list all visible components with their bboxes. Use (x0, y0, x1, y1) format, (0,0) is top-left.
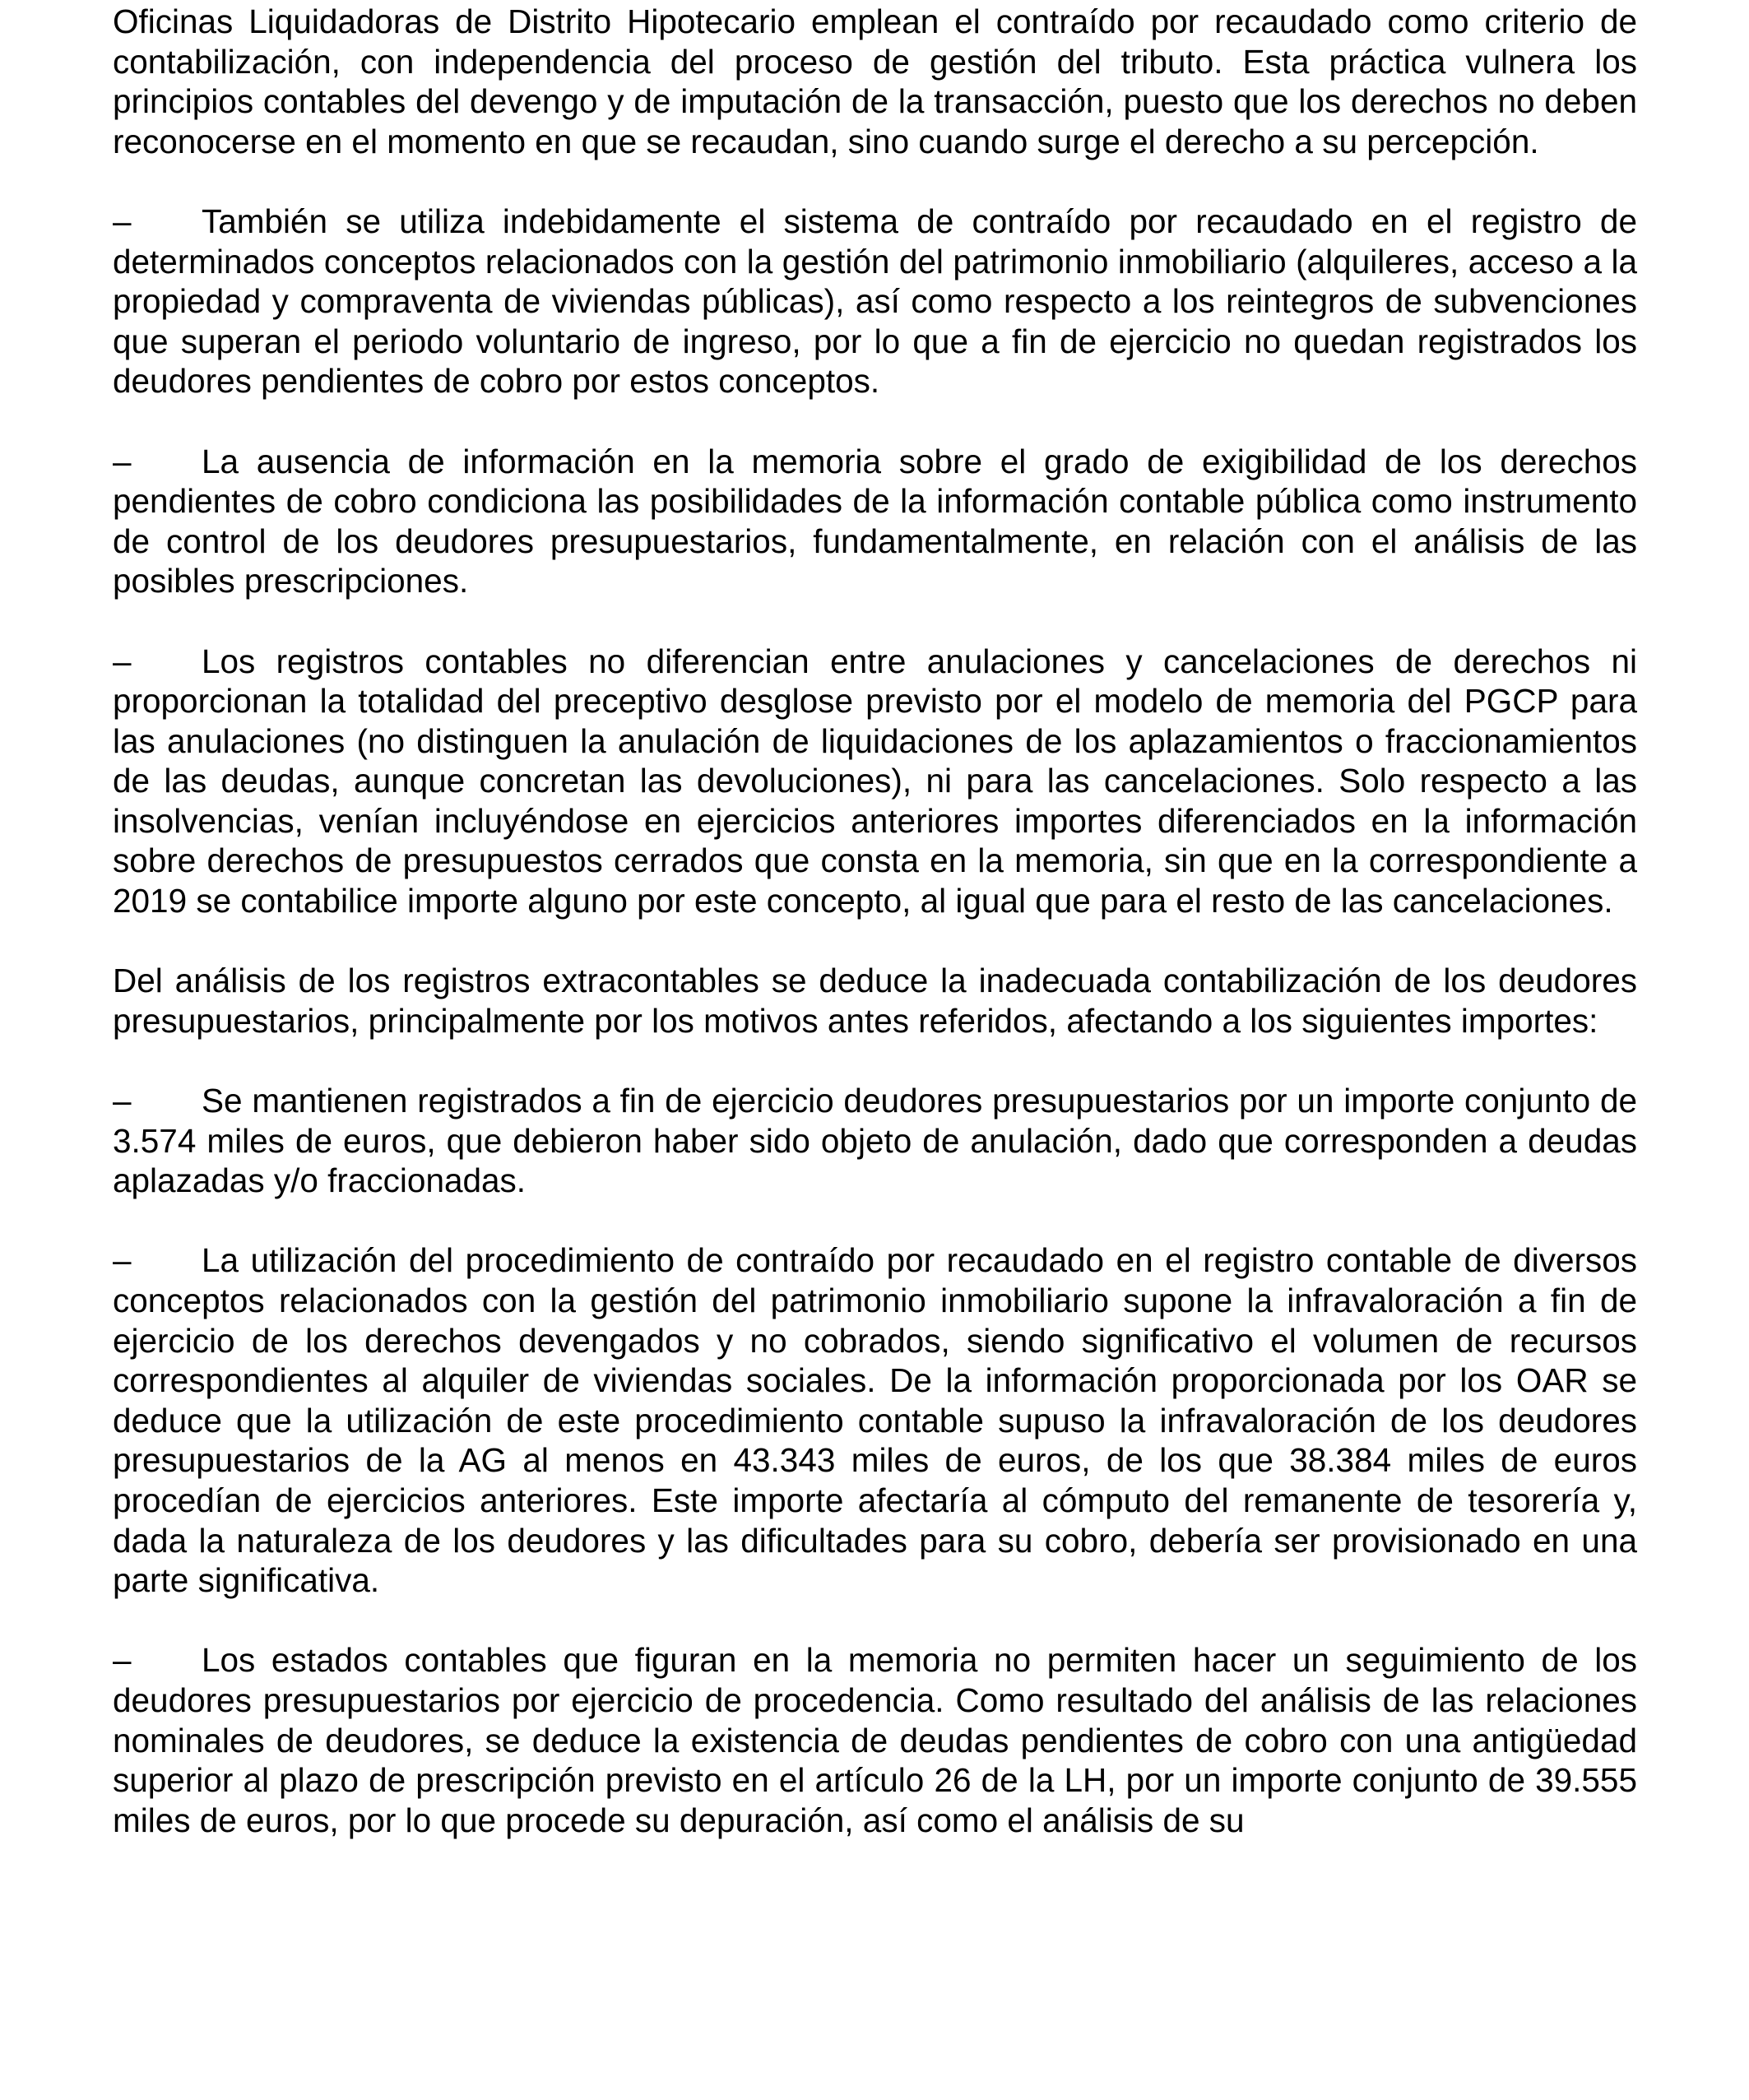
dash-marker: – (113, 642, 132, 680)
bullet-item-5 (113, 1240, 1637, 1600)
bullet-text: La utilización del procedimiento de contraído por recaudado en el registro contable de diversos conceptos relacionados con la gestión del patrimonio inmobiliario supone la infravaloración a fin de ejercicio de los derechos devengados y no cobrados, siendo significativo el volumen de recursos correspondientes al alquiler de viviendas sociales. De la información proporcionada por los OAR se deduce que la utilización de este procedimiento contable supuso la infravaloración de los deudores presupuestarios de la AG al menos en 43.343 miles de euros, de los que 38.384 miles de euros procedían de ejercicios anteriores. Este importe afectaría al cómputo del remanente de tesorería y, dada la naturaleza de los deudores y las dificultades para su cobro, debería ser provisionado en una parte significativa. (113, 1241, 1637, 1600)
bullet-item-3 (113, 642, 1637, 921)
dash-marker: – (113, 1082, 132, 1120)
dash-marker: – (113, 1641, 132, 1680)
dash-marker: – (113, 202, 132, 240)
bullet-text: Se mantienen registrados a fin de ejercicio deudores presupuestarios por un importe conjunto de 3.574 miles de euros, que debieron haber sido objeto de anulación, dado que corresponden a deudas aplazadas y/o fraccionadas. (113, 1082, 1637, 1200)
bullet-text: También se utiliza indebidamente el sistema de contraído por recaudado en el registro de determinados conceptos relacionados con la gestión del patrimonio inmobiliario (alquileres, acceso a la propiedad y compraventa de viviendas públicas), así como respecto a los reintegros de subvenciones que superan el periodo voluntario de ingreso, por lo que a fin de ejercicio no quedan registrados los deudores pendientes de cobro por estos conceptos. (113, 202, 1637, 401)
dash-marker: – (113, 1241, 132, 1280)
bullet-item-4 (113, 1081, 1637, 1201)
bullet-text: Los estados contables que figuran en la memoria no permiten hacer un seguimiento de los deudores presupuestarios por ejercicio de procedencia. Como resultado del análisis de las relaciones nominales de deudores, se deduce la existencia de deudas pendientes de cobro con una antigüedad superior al plazo de prescripción previsto en el artículo 26 de la LH, por un importe conjunto de 39.555 miles de euros, por lo que procede su depuración, así como el análisis de su (113, 1641, 1637, 1839)
document-page (113, 0, 1637, 1840)
bullet-text: La ausencia de información en la memoria sobre el grado de exigibilidad de los derechos pendientes de cobro condiciona las posibilidades de la información contable pública como instrumento de control de los deudores presupuestarios, fundamentalmente, en relación con el análisis de las posibles prescripciones. (113, 442, 1637, 600)
dash-marker: – (113, 442, 132, 480)
bullet-item-6 (113, 1640, 1637, 1840)
bullet-text: Los registros contables no diferencian entre anulaciones y cancelaciones de derechos ni proporcionan la totalidad del preceptivo desglose previsto por el modelo de memoria del PGCP para las anulaciones (no distinguen la anulación de liquidaciones de los aplazamientos o fraccionamientos de las deudas, aunque concretan las devoluciones), ni para las cancelaciones. Solo respecto a las insolvencias, venían incluyéndose en ejercicios anteriores importes diferenciados en la información sobre derechos de presupuestos cerrados que consta en la memoria, sin que en la correspondiente a 2019 se contabilice importe alguno por este concepto, al igual que para el resto de las cancelaciones. (113, 642, 1637, 920)
middle-paragraph: Del análisis de los registros extracontables se deduce la inadecuada contabilización de los deudores presupuestarios, principalmente por los motivos antes referidos, afectando a los siguientes importes: (113, 962, 1637, 1040)
intro-paragraph: Oficinas Liquidadoras de Distrito Hipotecario emplean el contraído por recaudado como criterio de contabilización, con independencia del proceso de gestión del tributo. Esta práctica vulnera los principios contables del devengo y de imputación de la transacción, puesto que los derechos no deben reconocerse en el momento en que se recaudan, sino cuando surge el derecho a su percepción. (113, 2, 1637, 160)
bullet-item-1 (113, 202, 1637, 401)
bullet-item-2 (113, 442, 1637, 601)
